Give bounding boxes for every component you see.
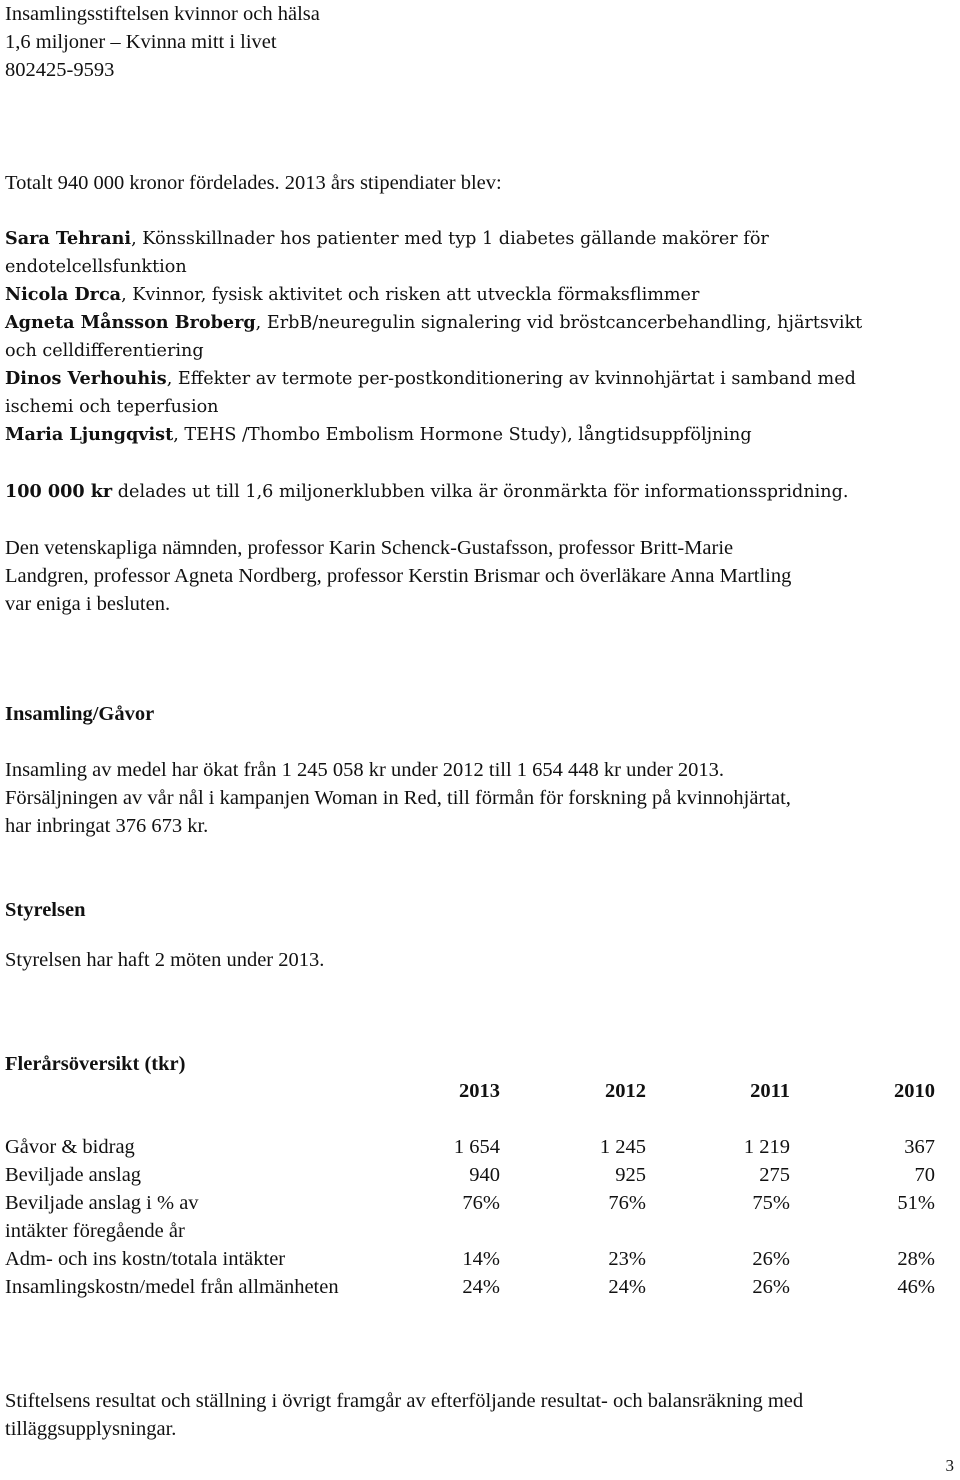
earmark-text [5, 478, 848, 506]
table-cell: 26% [752, 1276, 790, 1298]
grant-title-cont: ischemi och teperfusion [5, 397, 219, 417]
table-cell: 1 219 [743, 1136, 790, 1158]
table-cell: 51% [897, 1192, 935, 1214]
grant-title-cont: endotelcellsfunktion [5, 257, 187, 277]
table-cell: 23% [608, 1248, 646, 1270]
grant-list [5, 225, 862, 449]
row-label: Adm- och ins kostn/totala intäkter [5, 1248, 286, 1270]
grant-title: , Könsskillnader hos patienter med typ 1 diabetes gällande makörer för [131, 229, 769, 249]
fundraising-line: Insamling av medel har ökat från 1 245 058 kr under 2012 till 1 654 448 kr under 2013. [5, 759, 725, 781]
fundraising-heading: Insamling/Gåvor [5, 703, 155, 725]
table-row [5, 1189, 935, 1217]
committee-paragraph [5, 534, 791, 618]
grant-title-cont: och celldifferentiering [5, 341, 204, 361]
fundraising-line: har inbringat 376 673 kr. [5, 815, 209, 837]
page-number: 3 [945, 1456, 954, 1475]
year-header: 2010 [894, 1080, 935, 1102]
row-label: Beviljade anslag i % av [5, 1192, 199, 1214]
grantee-name: Dinos Verhouhis [5, 368, 167, 389]
committee-line: Den vetenskapliga nämnden, professor Karin Schenck-Gustafsson, professor Britt-Marie [5, 537, 734, 559]
table-cell [410, 1217, 500, 1245]
earmark-description: delades ut till 1,6 miljonerklubben vilka är öronmärkta för informationsspridning. [112, 482, 849, 502]
table-cell: 367 [904, 1136, 935, 1158]
table-row [5, 1273, 935, 1301]
table-cell: 70 [914, 1164, 935, 1186]
grantee-name: Sara Tehrani [5, 228, 132, 249]
table-cell: 1 245 [599, 1136, 646, 1158]
grant-title: , ErbB/neuregulin signalering vid bröstcancerbehandling, hjärtsvikt [255, 313, 863, 333]
committee-line: var eniga i besluten. [5, 593, 171, 615]
table-cell: 24% [462, 1276, 500, 1298]
table-cell: 24% [608, 1276, 646, 1298]
year-header: 2012 [605, 1080, 646, 1102]
grant-item [5, 225, 862, 253]
multi-year-overview-table [5, 1077, 935, 1301]
fundraising-paragraph [5, 756, 791, 840]
table-cell: 925 [615, 1164, 646, 1186]
closing-paragraph [5, 1387, 803, 1443]
org-number: 802425-9593 [5, 59, 115, 81]
grant-item [5, 365, 862, 393]
grantee-name: Nicola Drca [5, 284, 122, 305]
row-label: intäkter föregående år [5, 1220, 185, 1242]
closing-line: tilläggsupplysningar. [5, 1418, 177, 1440]
year-header: 2011 [750, 1080, 790, 1102]
closing-line: Stiftelsens resultat och ställning i övrigt framgår av efterföljande resultat- och balansräkning med [5, 1390, 804, 1412]
earmark-amount: 100 000 kr [5, 481, 113, 502]
grant-item [5, 309, 862, 337]
fundraising-line: Försäljningen av vår nål i kampanjen Woman in Red, till förmån för forskning på kvinnohjärtat, [5, 787, 791, 809]
grantee-name: Agneta Månsson Broberg [5, 312, 256, 333]
year-header: 2013 [459, 1080, 500, 1102]
table-cell: 28% [897, 1248, 935, 1270]
table-cell: 275 [759, 1164, 790, 1186]
table-row [5, 1245, 935, 1273]
grant-item [5, 421, 862, 449]
board-heading: Styrelsen [5, 899, 86, 921]
table-cell [790, 1217, 935, 1245]
grant-title: , Kvinnor, fysisk aktivitet och risken att utveckla förmaksflimmer [121, 285, 700, 305]
org-header [5, 0, 320, 84]
grantee-name: Maria Ljungqvist [5, 424, 174, 445]
overview-heading: Flerårsöversikt (tkr) [5, 1053, 186, 1075]
row-label: Insamlingskostn/medel från allmänheten [5, 1276, 339, 1298]
table-cell: 76% [608, 1192, 646, 1214]
row-label: Beviljade anslag [5, 1164, 142, 1186]
grant-title: , Effekter av termote per-postkonditionering av kvinnohjärtat i samband med [166, 369, 856, 389]
table-cell: 14% [462, 1248, 500, 1270]
table-cell [500, 1217, 646, 1245]
table-row [5, 1133, 935, 1161]
intro-text: Totalt 940 000 kronor fördelades. 2013 års stipendiater blev: [5, 172, 502, 194]
org-name: Insamlingsstiftelsen kvinnor och hälsa [5, 3, 320, 25]
grant-title: , TEHS /Thombo Embolism Hormone Study), långtidsuppföljning [173, 425, 752, 445]
program-name: 1,6 miljoner – Kvinna mitt i livet [5, 31, 277, 53]
grant-item [5, 281, 862, 309]
table-cell: 1 654 [453, 1136, 500, 1158]
table-cell: 940 [469, 1164, 500, 1186]
table-row [5, 1161, 935, 1189]
table-row [5, 1217, 935, 1245]
table-cell: 26% [752, 1248, 790, 1270]
table-cell: 75% [752, 1192, 790, 1214]
table-cell: 46% [897, 1276, 935, 1298]
row-label: Gåvor & bidrag [5, 1136, 135, 1158]
committee-line: Landgren, professor Agneta Nordberg, professor Kerstin Brismar och överläkare Anna Martling [5, 565, 792, 587]
table-header-row [5, 1077, 935, 1105]
board-text: Styrelsen har haft 2 möten under 2013. [5, 949, 325, 971]
table-cell: 76% [462, 1192, 500, 1214]
table-cell [646, 1217, 790, 1245]
